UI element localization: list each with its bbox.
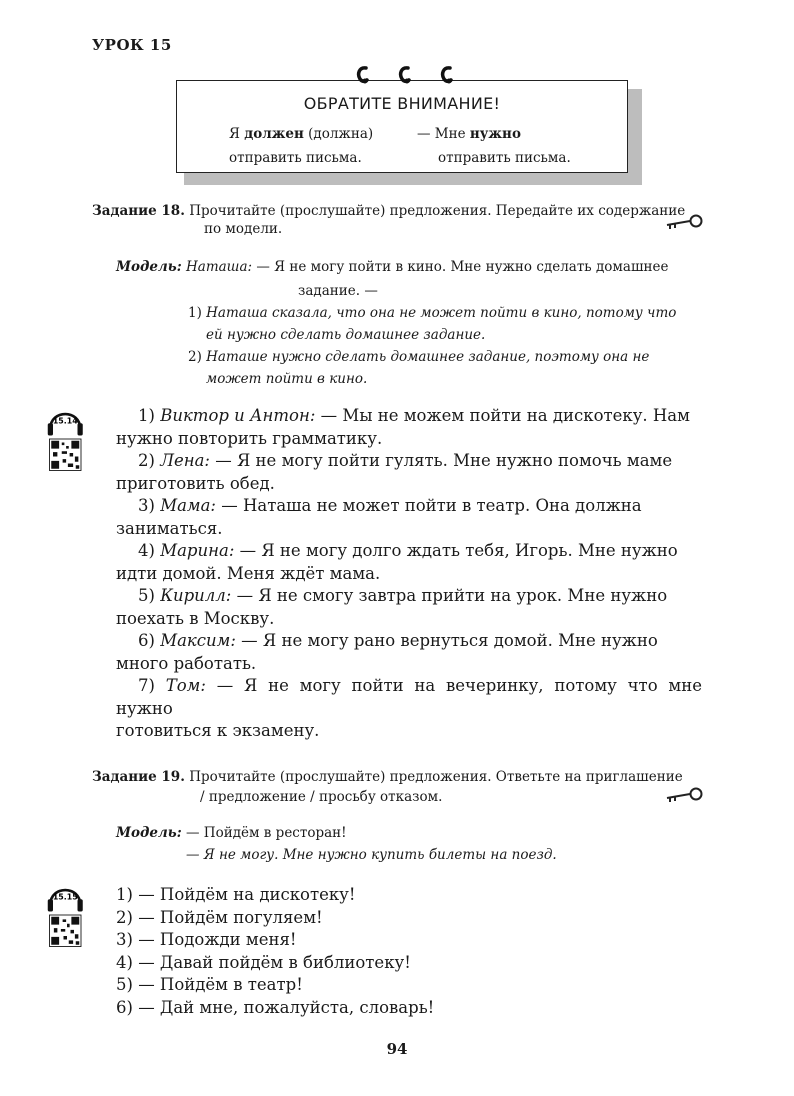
list-item: 7) Том: — Я не могу пойти на вечеринку, потому что мне нужно готовиться к экзамену.	[116, 676, 703, 740]
list-item: 3) — Подожди меня!	[116, 930, 297, 949]
list-item: 2) — Пойдём погуляем!	[116, 907, 323, 927]
task18-answer2: 2) Наташе нужно сделать домашнее задание, поэтому она не	[188, 349, 650, 365]
task18-list	[116, 405, 702, 743]
task19-instruction-line2: / предложение / просьбу отказом.	[200, 789, 443, 805]
task19-list	[116, 884, 434, 1019]
task19-label: Задание 19.	[92, 769, 185, 785]
task18-model-line2: задание. —	[298, 283, 378, 299]
list-item: 2) Лена: — Я не могу пойти гулять. Мне нужно помочь маме приготовить обед.	[116, 451, 673, 493]
audio-qr-icon	[42, 880, 92, 950]
list-item: 4) Марина: — Я не могу долго ждать тебя, Игорь. Мне нужно идти домой. Меня ждёт мама.	[116, 541, 678, 583]
task18-instruction: Задание 18. Прочитайте (прослушайте) предложения. Передайте их содержание	[92, 203, 686, 219]
notice-right-line2: отправить письма.	[438, 150, 571, 166]
key-icon	[664, 214, 704, 230]
notice-left-line1: Я должен (должна)	[229, 126, 374, 142]
list-item: 5) Кирилл: — Я не смогу завтра прийти на урок. Мне нужно поехать в Москву.	[116, 586, 668, 628]
task18-label: Задание 18.	[92, 203, 185, 219]
notice-right-line1: — Мне нужно	[417, 126, 521, 142]
notice-title: ОБРАТИТЕ ВНИМАНИЕ!	[303, 94, 501, 113]
lesson-title: УРОК 15	[92, 36, 172, 54]
task18-answer1-line2: ей нужно сделать домашнее задание.	[206, 327, 486, 343]
list-item: 6) Максим: — Я не могу рано вернуться домой. Мне нужно много работать.	[116, 631, 658, 673]
list-item: 1) Виктор и Антон: — Мы не можем пойти на дискотеку. Нам нужно повторить грамматику.	[116, 406, 690, 448]
task18-answer2-line2: может пойти в кино.	[206, 371, 368, 387]
list-item: 4) — Давай пойдём в библиотеку!	[116, 952, 411, 972]
audio-label: 15.15	[52, 892, 78, 902]
notice-left-line2: отправить письма.	[229, 150, 362, 166]
key-icon	[664, 787, 704, 803]
task19-instruction: Задание 19. Прочитайте (прослушайте) предложения. Ответьте на приглашение	[92, 769, 683, 785]
ring-icon	[398, 66, 412, 84]
task18-model: Модель: Наташа: — Я не могу пойти в кино. Мне нужно сделать домашнее	[116, 259, 669, 275]
list-item: 5) — Пойдём в театр!	[116, 975, 303, 994]
task19-model: Модель: — Пойдём в ресторан!	[116, 825, 347, 841]
audio-qr-icon	[42, 404, 92, 474]
list-item: 1) — Пойдём на дискотеку!	[116, 885, 356, 904]
page-number: 94	[386, 1040, 408, 1058]
list-item: 3) Мама: — Наташа не может пойти в театр. Она должна заниматься.	[116, 496, 642, 538]
ring-icon	[356, 66, 370, 84]
audio-label: 15.14	[52, 416, 78, 426]
task18-answer1: 1) Наташа сказала, что она не может пойти в кино, потому что	[188, 305, 677, 321]
list-item: 6) — Дай мне, пожалуйста, словарь!	[116, 997, 435, 1017]
task19-model-line2: — Я не могу. Мне нужно купить билеты на поезд.	[186, 847, 557, 863]
ring-icon	[440, 66, 454, 84]
task18-instruction-line2: по модели.	[204, 221, 283, 237]
